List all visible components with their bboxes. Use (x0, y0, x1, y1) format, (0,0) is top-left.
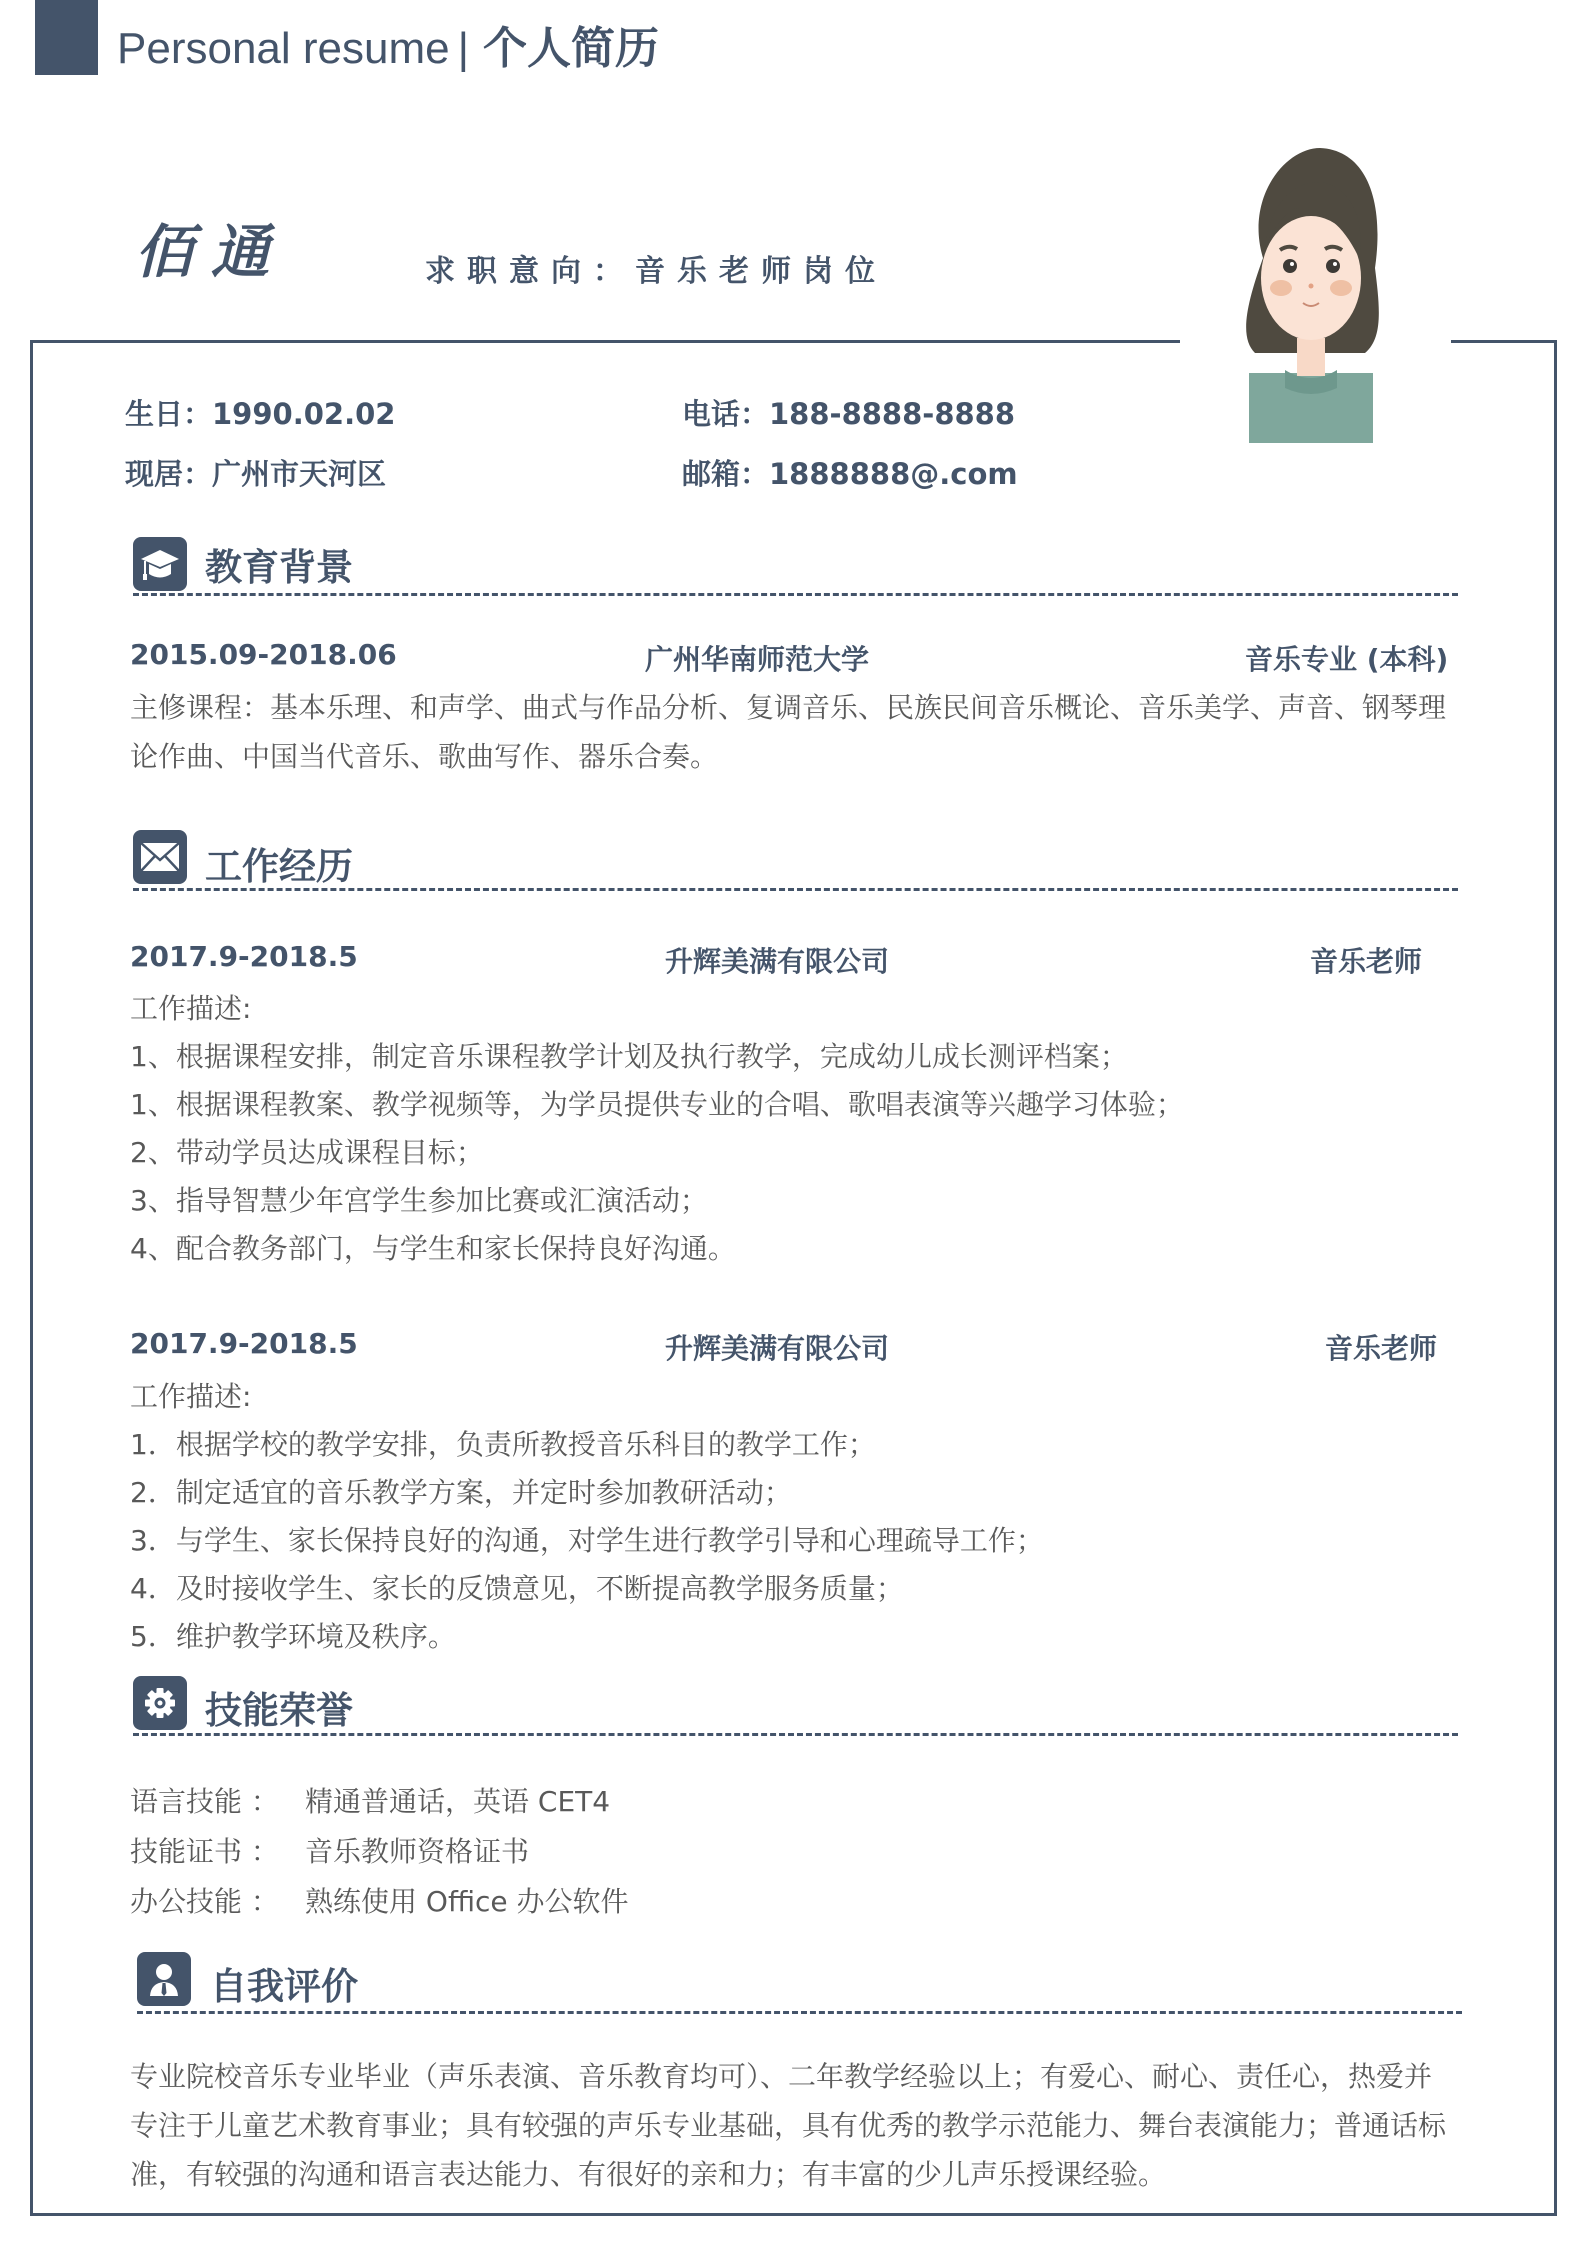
self-eval-line: 准，有较强的沟通和语言表达能力、有很好的亲和力；有丰富的少儿声乐授课经验。 (130, 2158, 1167, 2191)
courses-line: 主修课程：基本乐理、和声学、曲式与作品分析、复调音乐、民族民间音乐概论、音乐美学、声音、钢琴理 (130, 691, 1447, 724)
job-desc-item: 4、配合教务部门，与学生和家长保持良好沟通。 (130, 1232, 736, 1265)
job-desc-item: 3．与学生、家长保持良好的沟通，对学生进行教学引导和心理疏导工作； (130, 1524, 1044, 1557)
job-desc-label: 工作描述: (130, 992, 252, 1025)
section-divider (133, 1733, 1458, 1736)
job-company: 升辉美满有限公司 (665, 945, 890, 978)
page-title (117, 12, 659, 76)
job-desc-item: 2、带动学员达成课程目标； (130, 1136, 484, 1169)
skill-value: 熟练使用 Office 办公软件 (305, 1885, 629, 1918)
birthday: 生日：1990.02.02 (125, 397, 396, 431)
job-desc-item: 1、根据课程安排，制定音乐课程教学计划及执行教学，完成幼儿成长测评档案； (130, 1040, 1128, 1073)
education-school: 广州华南师范大学 (645, 643, 870, 676)
section-divider (133, 593, 1458, 596)
section-divider (137, 2011, 1462, 2014)
person-tie-icon (137, 1952, 191, 2006)
section-title-work: 工作经历 (205, 845, 353, 888)
email: 邮箱：1888888@.com (682, 457, 1018, 491)
skill-label: 语言技能 ： (130, 1785, 279, 1818)
candidate-name: 佰通 (135, 218, 288, 286)
page-title-cn: 个人简历 (483, 24, 660, 73)
title-separator: | (457, 24, 470, 73)
job-desc-item: 1、根据课程教案、教学视频等，为学员提供专业的合唱、歌唱表演等兴趣学习体验； (130, 1088, 1184, 1121)
skill-value: 音乐教师资格证书 (305, 1835, 530, 1868)
skill-label: 技能证书 ： (130, 1835, 279, 1868)
self-eval-line: 专注于儿童艺术教育事业；具有较强的声乐专业基础，具有优秀的教学示范能力、舞台表演能力；普通话标 (130, 2109, 1447, 2142)
job-intention: 求职意向：音乐老师岗位 (425, 254, 887, 289)
job-desc-label: 工作描述: (130, 1380, 252, 1413)
gear-icon (133, 1676, 187, 1730)
phone: 电话：188-8888-8888 (682, 397, 1016, 431)
section-title-skills: 技能荣誉 (205, 1689, 353, 1732)
avatar (1225, 138, 1395, 443)
self-eval-line: 专业院校音乐专业毕业（声乐表演、音乐教育均可）、二年教学经验以上；有爱心、耐心、责任心，热爱并 (130, 2060, 1433, 2093)
education-period: 2015.09-2018.06 (130, 638, 397, 671)
job-period: 2017.9-2018.5 (130, 1327, 358, 1360)
job-company: 升辉美满有限公司 (665, 1332, 890, 1365)
graduation-cap-icon (133, 537, 187, 591)
section-title-education: 教育背景 (205, 546, 353, 589)
envelope-icon (133, 830, 187, 884)
job-desc-item: 1．根据学校的教学安排，负责所教授音乐科目的教学工作； (130, 1428, 876, 1461)
job-period: 2017.9-2018.5 (130, 940, 358, 973)
skill-label: 办公技能 ： (130, 1885, 279, 1918)
job-desc-item: 3、指导智慧少年宫学生参加比赛或汇演活动； (130, 1184, 708, 1217)
section-title-self-eval: 自我评价 (210, 1965, 358, 2008)
cartoon-girl-avatar-icon (1225, 138, 1395, 443)
job-position: 音乐老师 (1310, 945, 1423, 978)
job-desc-item: 5．维护教学环境及秩序。 (130, 1620, 456, 1653)
education-major: 音乐专业 (本科) (1245, 643, 1449, 676)
page-title-en: Personal resume (117, 24, 450, 73)
job-desc-item: 4．及时接收学生、家长的反馈意见，不断提高教学服务质量； (130, 1572, 904, 1605)
content-frame (30, 340, 1557, 2216)
header-accent-block (35, 0, 98, 75)
skill-value: 精通普通话，英语 CET4 (305, 1785, 611, 1818)
section-divider (133, 888, 1458, 891)
job-position: 音乐老师 (1325, 1332, 1438, 1365)
residence: 现居：广州市天河区 (125, 457, 387, 491)
job-desc-item: 2．制定适宜的音乐教学方案，并定时参加教研活动； (130, 1476, 792, 1509)
courses-line: 论作曲、中国当代音乐、歌曲写作、器乐合奏。 (130, 740, 719, 773)
